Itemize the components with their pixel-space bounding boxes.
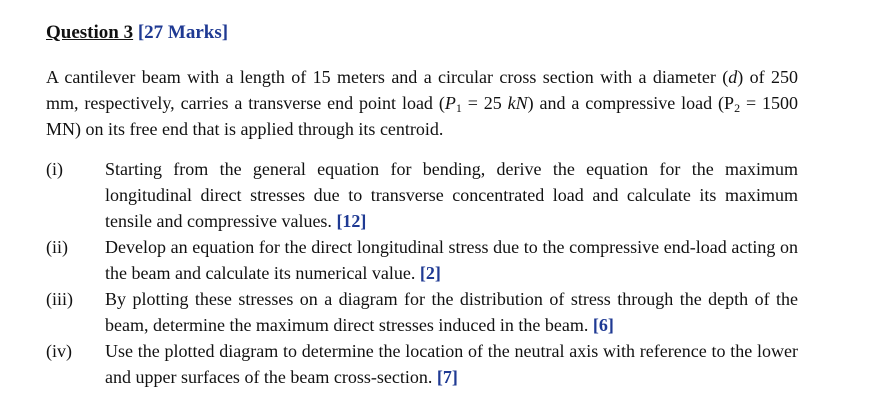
question-heading	[46, 20, 806, 46]
sub-question-body	[105, 234, 798, 286]
sub-question-iii	[46, 286, 806, 338]
sub-question-body	[105, 338, 798, 390]
sub-question-text: Starting from the general equation for bending, derive the equation for the maximum longitudinal direct stresses due to transverse concentrated load and calculate its maximum tensile and compressive values.	[105, 159, 798, 231]
sub-question-marks: [7]	[436, 367, 458, 387]
question-title: Question 3	[46, 22, 134, 43]
question-total-marks: [27 Marks]	[137, 22, 229, 43]
intro-text-4: ) and a compressive load (	[527, 93, 725, 113]
sub-questions	[46, 156, 806, 390]
intro-text-3: = 25	[461, 93, 508, 113]
sub-question-text: Use the plotted diagram to determine the location of the neutral axis with reference to the lower and upper surfaces of the beam cross-section.	[105, 341, 798, 387]
load-p2-subscript: 2	[734, 101, 741, 115]
sub-question-number: (iii)	[46, 289, 73, 309]
kn-unit: kN	[507, 93, 528, 113]
sub-question-body	[105, 156, 798, 234]
question-document	[46, 20, 806, 390]
sub-question-text: Develop an equation for the direct longitudinal stress due to the compressive end-load acting on the beam and calculate its numerical value.	[105, 237, 798, 283]
sub-question-iv	[46, 338, 806, 390]
load-p1-subscript: 1	[455, 101, 462, 115]
sub-question-marks: [2]	[419, 263, 441, 283]
sub-question-number: (ii)	[46, 237, 68, 257]
intro-text-5: = 1500 MN) on its free end that is applied through its centroid.	[46, 93, 798, 139]
load-p2-symbol: P	[724, 93, 735, 113]
sub-question-i	[46, 156, 806, 234]
sub-question-marks: [6]	[592, 315, 614, 335]
intro-text-1: A cantilever beam with a length of 15 meters and a circular cross section with a diameter (	[46, 67, 729, 87]
sub-question-number: (iv)	[46, 341, 72, 361]
diameter-symbol: d	[728, 67, 738, 87]
sub-question-ii	[46, 234, 806, 286]
sub-question-marks: [12]	[336, 211, 367, 231]
sub-question-body	[105, 286, 798, 338]
intro-text-2: ) of 250 mm, respectively, carries a transverse end point load (	[46, 67, 798, 113]
problem-statement	[46, 64, 798, 142]
sub-question-number: (i)	[46, 159, 63, 179]
sub-question-text: By plotting these stresses on a diagram for the distribution of stress through the depth of the beam, determine the maximum direct stresses induced in the beam.	[105, 289, 798, 335]
load-p1-symbol: P	[444, 93, 456, 113]
